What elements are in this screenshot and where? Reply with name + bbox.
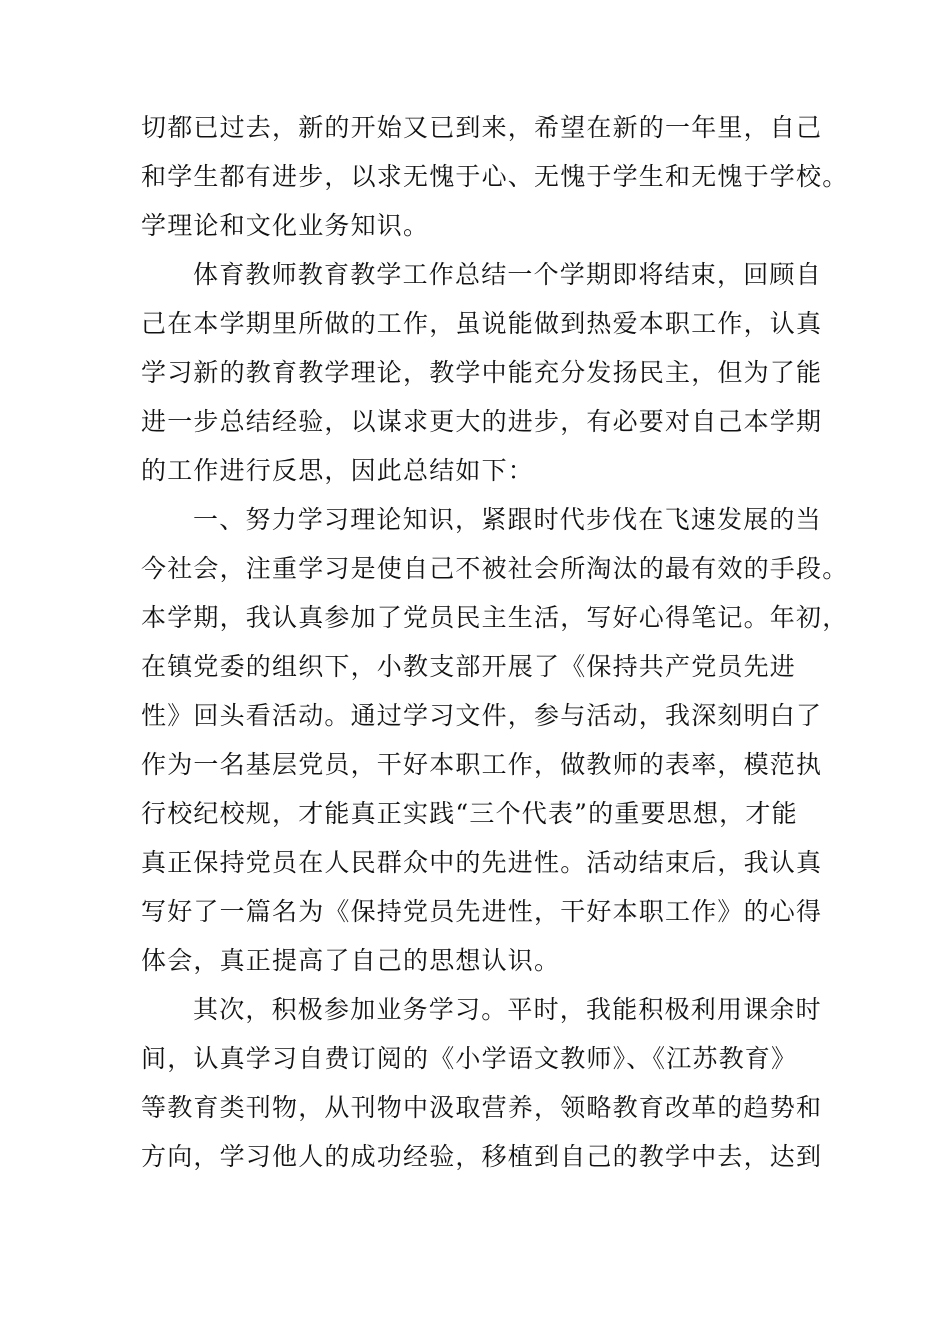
- text-line: 学理论和文化业务知识。: [141, 211, 430, 240]
- text-line: 切都已过去，新的开始又已到来，希望在新的一年里，自己: [141, 113, 823, 142]
- text-line: 本学期，我认真参加了党员民主生活，写好心得笔记。年初，: [141, 603, 849, 632]
- text-line: 学习新的教育教学理论，教学中能充分发扬民主，但为了能: [141, 358, 823, 387]
- text-line: 等教育类刊物，从刊物中汲取营养，领略教育改革的趋势和: [141, 1093, 823, 1122]
- paragraph-first-line: 一、努力学习理论知识，紧跟时代步伐在飞速发展的当: [193, 505, 822, 534]
- paragraph-first-line: 体育教师教育教学工作总结一个学期即将结束，回顾自: [193, 260, 822, 289]
- text-line: 行校纪校规，才能真正实践“三个代表”的重要思想，才能: [141, 799, 798, 828]
- document-body: [141, 103, 849, 1181]
- paragraph-first-line: 其次，积极参加业务学习。平时，我能积极利用课余时: [193, 995, 822, 1024]
- text-line: 方向，学习他人的成功经验，移植到自己的教学中去，达到: [141, 1142, 823, 1171]
- text-line: 今社会，注重学习是使自己不被社会所淘汰的最有效的手段。: [141, 554, 849, 583]
- text-line: 性》回头看活动。通过学习文件，参与活动，我深刻明白了: [141, 701, 823, 730]
- text-line: 写好了一篇名为《保持党员先进性，干好本职工作》的心得: [141, 897, 823, 926]
- text-line: 作为一名基层党员，干好本职工作，做教师的表率，模范执: [141, 750, 823, 779]
- text-line: 间，认真学习自费订阅的《小学语文教师》、《江苏教育》: [141, 1044, 798, 1073]
- text-line: 在镇党委的组织下，小教支部开展了《保持共产党员先进: [141, 652, 797, 681]
- text-line: 和学生都有进步，以求无愧于心、无愧于学生和无愧于学校。: [141, 162, 849, 191]
- text-line: 的工作进行反思，因此总结如下：: [141, 456, 535, 485]
- text-line: 体会，真正提高了自己的思想认识。: [141, 946, 561, 975]
- text-line: 己在本学期里所做的工作，虽说能做到热爱本职工作，认真: [141, 309, 823, 338]
- text-line: 进一步总结经验，以谋求更大的进步，有必要对自己本学期: [141, 407, 823, 436]
- text-line: 真正保持党员在人民群众中的先进性。活动结束后，我认真: [141, 848, 823, 877]
